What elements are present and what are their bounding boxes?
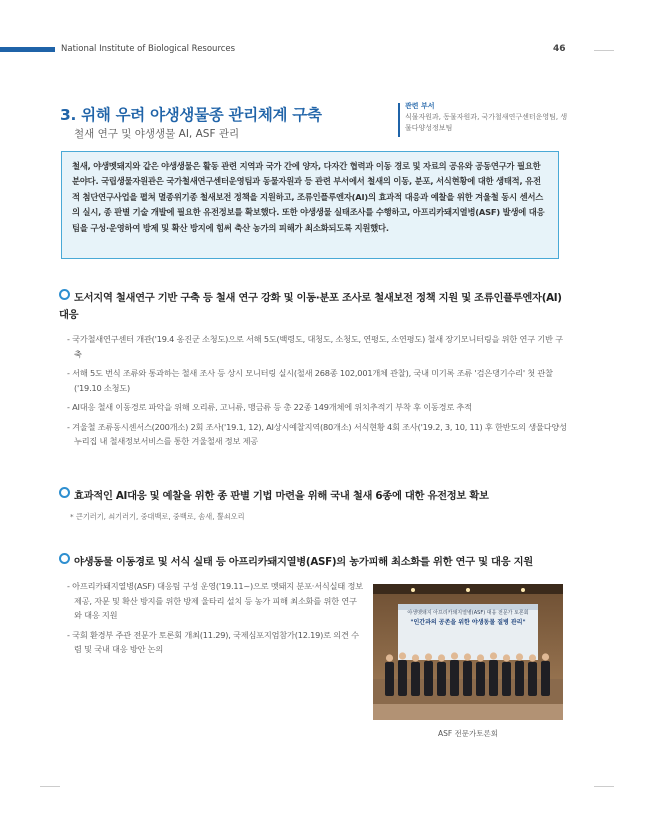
header-divider	[594, 50, 614, 51]
list-item: - 서해 5도 번식 조류와 통과하는 철새 조사 등 상시 모니터링 실시(철새 268종 102,001개체 관찰), 국내 미기록 조류 '검은댕기수리' 첫 관찰('19.10 소청도)	[67, 368, 553, 393]
bullet-circle-icon	[59, 553, 70, 564]
section-heading-1	[59, 289, 569, 324]
bullet-circle-icon	[59, 289, 70, 300]
section-heading-2-text: 효과적인 AI대응 및 예찰을 위한 종 판별 기법 마련을 위해 국내 철새 6종에 대한 유전정보 확보	[74, 490, 489, 502]
photo-caption: ASF 전문가토론회	[437, 729, 499, 738]
section-heading-2	[59, 487, 569, 505]
forum-photo	[373, 584, 563, 720]
section-subtitle: 철새 연구 및 야생생물 AI, ASF 관리	[74, 128, 240, 140]
header-org-name: National Institute of Biological Resources	[61, 44, 236, 54]
departments-accent-bar	[398, 103, 400, 137]
list-item: - 아프리카돼지열병(ASF) 대응팀 구성 운영('19.11~)으로 멧돼지 분포·서식실태 정보 제공, 자문 및 확산 방지를 위한 방제 울타리 설치 등 농가 피해 최소화를 위한 연구와 대응 지원	[67, 581, 363, 620]
list-item: - 국회 환경부 주관 전문가 토론회 개최(11.29), 국제심포지엄참가(12.19)로 의견 수렴 및 국내 대응 방안 논의	[67, 629, 359, 654]
section-title: 3. 위해 우려 야생생물종 관리체계 구축	[60, 106, 322, 124]
list-item: - 겨울철 조류동시센서스(200개소) 2회 조사('19.1, 12), AI상시예찰지역(80개소) 서식현황 4회 조사('19.2, 3, 10, 11) 후 한반도의 생물다양성 누리집 내 철새정보서비스를 통한 겨울철새 정보 제공	[67, 421, 567, 446]
list-item: - 국가철새연구센터 개관('19.4 옹진군 소청도)으로 서해 5도(백령도, 대청도, 소청도, 연평도, 소연평도) 철새 장기모니터링을 위한 연구 기반 구축	[67, 334, 563, 359]
header-accent-bar	[0, 47, 55, 52]
footer-divider-right	[594, 786, 614, 787]
departments-label: 관련 부서	[405, 102, 435, 110]
banner-line-1: 야생멧돼지 아프리카돼지열병(ASF) 대응 전문가 토론회	[407, 610, 529, 616]
page-number: 46	[553, 44, 566, 54]
summary-box: 철새, 야생멧돼지와 같은 야생생물은 활동 관련 지역과 국가 간에 양자, 다자간 협력과 이동 경로 및 자료의 공유와 공동연구가 필요한 분야다. 국립생물자원관은 국가철새연구센터운영팀과 동물자원과 등 관련 부서에서 철새의 이동, 분포, 서식현황에 대한 생태적, 유전적 첨단연구사업을 펼쳐 멸종위기종 철새보전 정책을 지원하고, 조류인플루엔자(AI)의 효과적 대응과 예찰을 위한 겨울철 동시 센서스의 실시, 종 판별 기술 개발에 필요한 유전정보를 확보했다. 또한 야생생물 실태조사를 수행하고, 아프리카돼지열병(ASF) 발생에 대응팀을 구성·운영하여 방제 및 확산 방지에 힘써 축산 농가의 피해가 최소화되도록 지원했다.	[61, 151, 559, 259]
section-heading-3-text: 야생동물 이동경로 및 서식 실태 등 아프리카돼지열병(ASF)의 농가피해 최소화를 위한 연구 및 대응 지원	[74, 556, 533, 568]
list-item: - AI대응 철새 이동경로 파악을 위해 오리류, 고니류, 맹금류 등 총 22종 149개체에 위치추적기 부착 후 이동경로 추적	[67, 402, 472, 412]
section-1-list	[67, 332, 567, 454]
banner-line-2: "인간과의 공존을 위한 야생동물 질병 관리"	[410, 619, 526, 626]
bullet-circle-icon	[59, 487, 70, 498]
section-heading-1-text: 도서지역 철새연구 기반 구축 등 철새 연구 강화 및 이동·분포 조사로 철새보전 정책 지원 및 조류인플루엔자(AI) 대응	[59, 292, 562, 321]
departments-list: 식물자원과, 동물자원과, 국가철새연구센터운영팀, 생물다양성정보팀	[405, 113, 568, 132]
species-note: * 큰기러기, 쇠기러기, 중대백로, 중백로, 솜새, 뿔쇠오리	[70, 512, 245, 521]
section-heading-3	[59, 553, 569, 571]
footer-divider-left	[40, 786, 60, 787]
section-3-list	[67, 579, 363, 662]
